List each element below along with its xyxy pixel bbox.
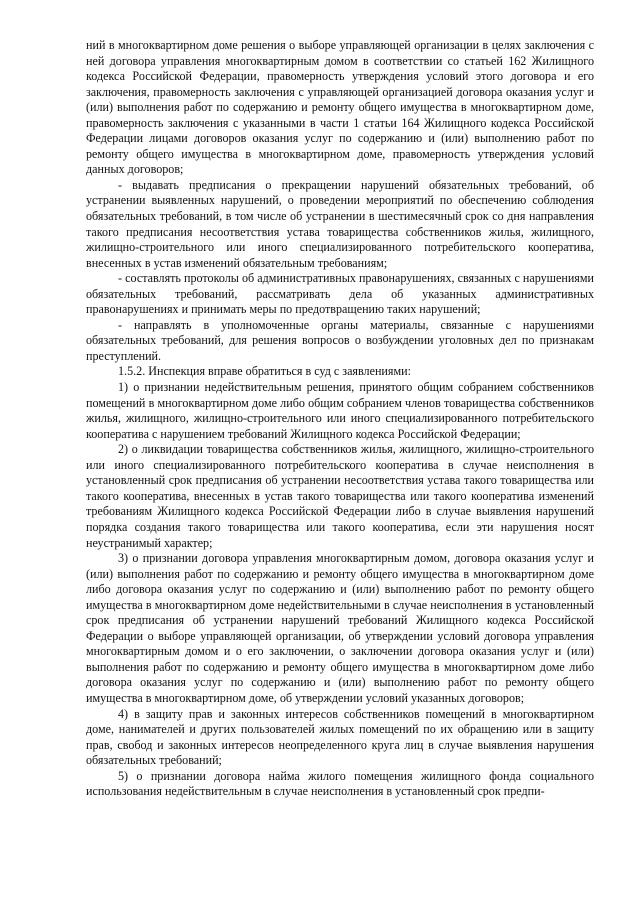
paragraph-item-2: 2) о ликвидации товарищества собственников жилья, жилищного, жилищно-строительного или иного специализированного потребительского кооператива в случае неисполнения в установленный срок предписания об устранении несоответствия устава такого товарищества или такого кооператива, внесенных в устав такого товарищества или такого кооператива изменений требованиям Жилищного кодекса Российской Федерации либо в случае выявления нарушений порядка создания такого товарищества или такого кооператива, если эти нарушения носят неустранимый характер;	[86, 442, 594, 550]
paragraph-item-1: 1) о признании недействительным решения, принятого общим собранием собственников помещений в многоквартирном доме либо общим собранием членов товарищества собственников жилья, жилищного, жилищно-строительного или иного специализированного потребительского кооператива с нарушением требований Жилищного кодекса Российской Федерации;	[86, 380, 594, 441]
paragraph-issue-orders: - выдавать предписания о прекращении нарушений обязательных требований, об устранении выявленных нарушений, о проведении мероприятий по обеспечению соблюдения обязательных требований, в том числе об устранении в шестимесячный срок со дня направления такого предписания несоответствия устава товарищества собственников жилья, жилищного, жилищно-строительного или иного специализированного потребительского кооператива, внесенных в устав изменений обязательным требованиям;	[86, 177, 594, 270]
paragraph-item-4: 4) в защиту прав и законных интересов собственников помещений в многоквартирном доме, нанимателей и других пользователей жилых помещений по их обращению или в защиту прав, свобод и законных интересов неопределенного круга лиц в случае выявления нарушения обязательных требований;	[86, 706, 594, 768]
document-page	[86, 38, 594, 800]
paragraph-item-5: 5) о признании договора найма жилого помещения жилищного фонда социального использования недействительным в случае неисполнения в установленный срок предпи-	[86, 768, 594, 799]
paragraph-protocols: - составлять протоколы об административных правонарушениях, связанных с нарушениями обязательных требований, рассматривать дела об указанных административных правонарушениях и принимать меры по предотвращению таких нарушений;	[86, 271, 594, 317]
paragraph-send-materials: - направлять в уполномоченные органы материалы, связанные с нарушениями обязательных требований, для решения вопросов о возбуждении уголовных дел по признакам преступлений.	[86, 317, 594, 363]
paragraph-continuation: ний в многоквартирном доме решения о выборе управляющей организации в целях заключения с ней договора управления многоквартирным домом в соответствии со статьей 162 Жилищного кодекса Российской Федерации, правомерность утверждения условий этого договора и его заключения, правомерность заключения с управляющей организацией договора оказания услуг и (или) выполнения работ по содержанию и ремонту общего имущества в многоквартирном доме, правомерность заключения с указанными в части 1 статьи 164 Жилищного кодекса Российской Федерации лицами договоров оказания услуг по содержанию и (или) выполнению работ по ремонту общего имущества в многоквартирном доме, правомерность утверждения условий данных договоров;	[86, 38, 594, 177]
paragraph-section-1-5-2: 1.5.2. Инспекция вправе обратиться в суд с заявлениями:	[118, 364, 411, 379]
paragraph-item-3: 3) о признании договора управления многоквартирным домом, договора оказания услуг и (или) выполнения работ по содержанию и ремонту общего имущества в многоквартирном доме либо договора оказания услуг по содержанию и (или) выполнению работ по ремонту общего имущества в многоквартирном доме недействительными в случае неисполнения в установленный срок предписания об устранении нарушений требований Жилищного кодекса Российской Федерации о выборе управляющей организации, об утверждении условий договора управления многоквартирным домом и о его заключении, о заключении договора оказания услуг и (или) выполнения работ по содержанию и ремонту общего имущества в многоквартирном доме либо договора оказания услуг по содержанию и (или) выполнению работ по ремонту общего имущества в многоквартирном доме, об утверждении условий указанных договоров;	[86, 551, 594, 705]
